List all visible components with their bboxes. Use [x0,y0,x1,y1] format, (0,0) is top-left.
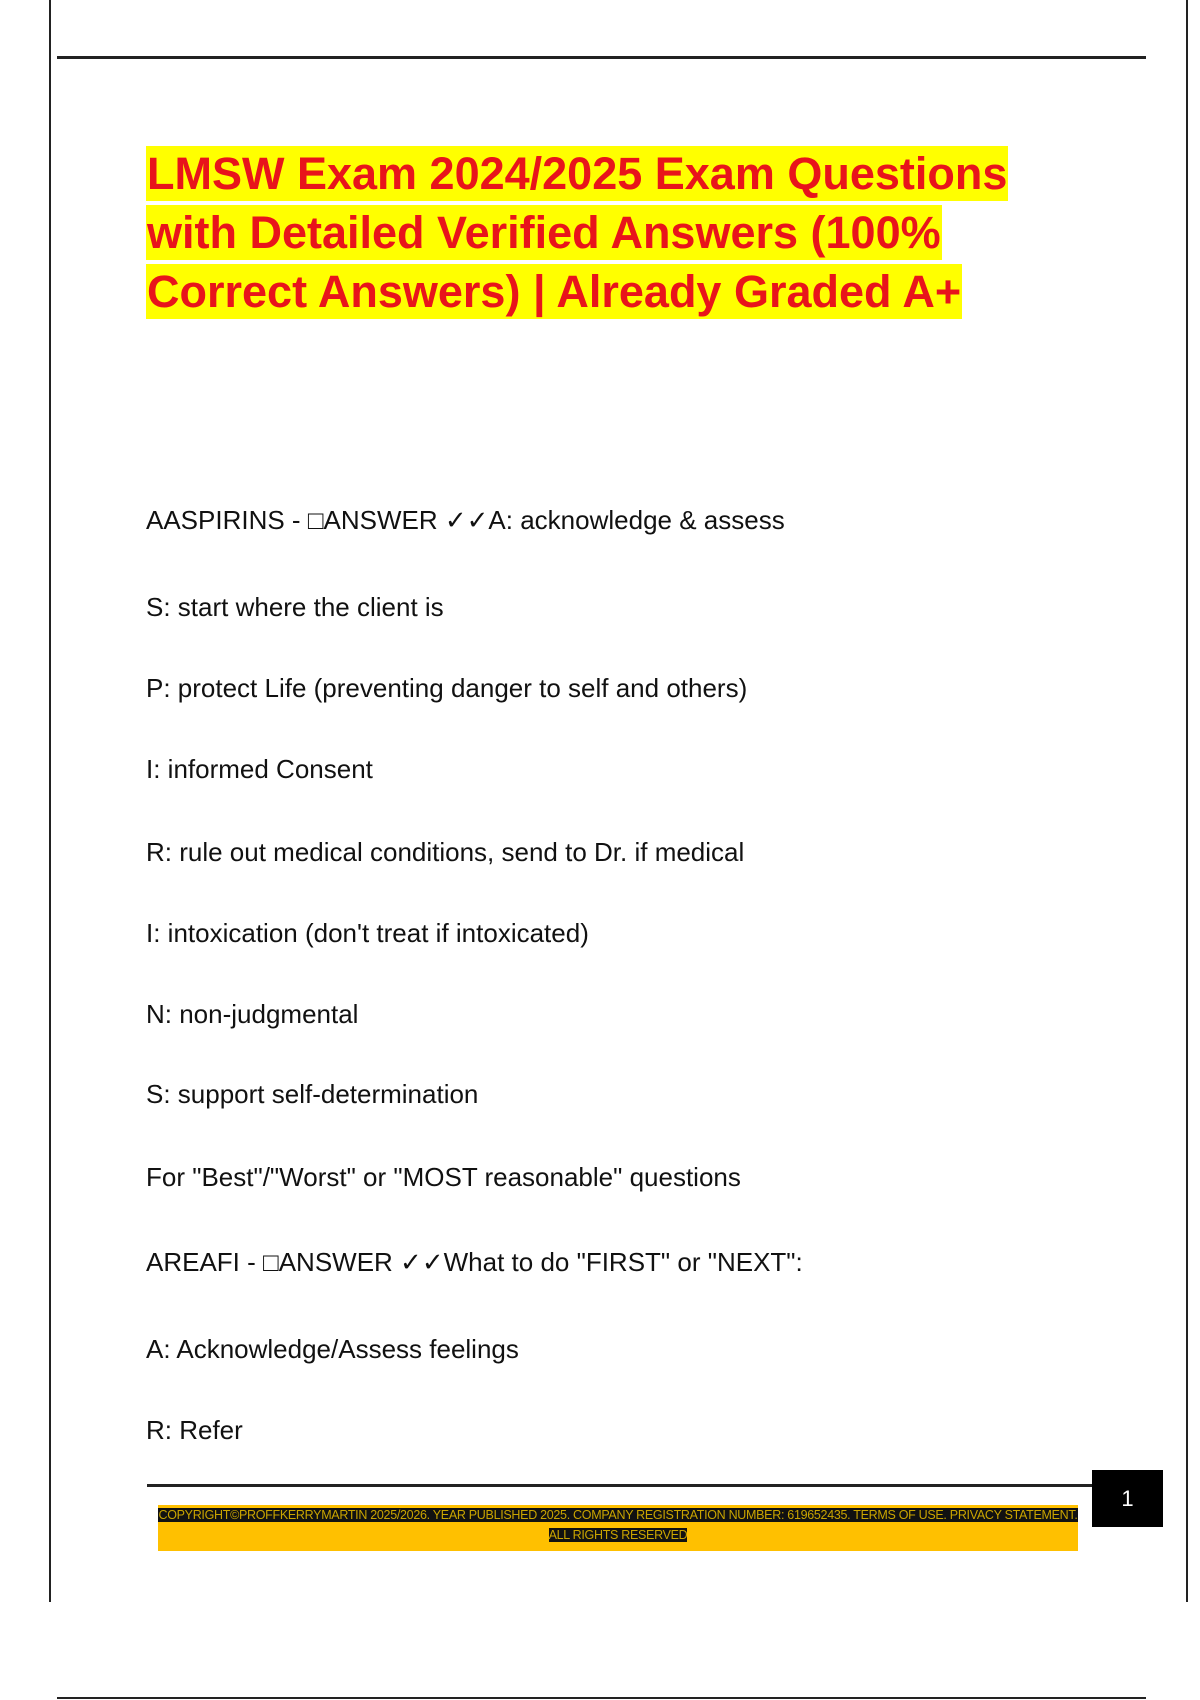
header-rule [57,56,1146,59]
document-title: LMSW Exam 2024/2025 Exam Questions with Detailed Verified Answers (100% Correct Answers) | Already Graded A+ [147,148,1008,317]
text-line: I: intoxication (don't treat if intoxicated) [146,918,589,948]
text-line: N: non-judgmental [146,999,359,1029]
text-line: I: informed Consent [146,754,373,784]
footer-rule [147,1484,1093,1487]
text-line: S: start where the client is [146,592,444,622]
page-number: 1 [1092,1470,1163,1527]
next-page-rule [57,1697,1146,1699]
page-right-border [1186,0,1188,1602]
page-left-border [49,0,51,1602]
copyright-notice: COPYRIGHT©PROFFKERRYMARTIN 2025/2026. YEAR PUBLISHED 2025. COMPANY REGISTRATION NUMBER: 619652435. TERMS OF USE. PRIVACY STATEMENT. ALL RIGHTS RESERVED [158,1505,1078,1551]
text-line: For "Best"/"Worst" or "MOST reasonable" questions [146,1162,741,1192]
text-line: AREAFI - □ANSWER ✓✓What to do "FIRST" or "NEXT": [146,1247,803,1277]
text-line: P: protect Life (preventing danger to self and others) [146,673,748,703]
text-line: AASPIRINS - □ANSWER ✓✓A: acknowledge & assess [146,505,785,535]
text-line: A: Acknowledge/Assess feelings [146,1334,519,1364]
text-line: R: rule out medical conditions, send to Dr. if medical [146,837,745,867]
text-line: S: support self-determination [146,1079,479,1109]
text-line: R: Refer [146,1415,243,1445]
